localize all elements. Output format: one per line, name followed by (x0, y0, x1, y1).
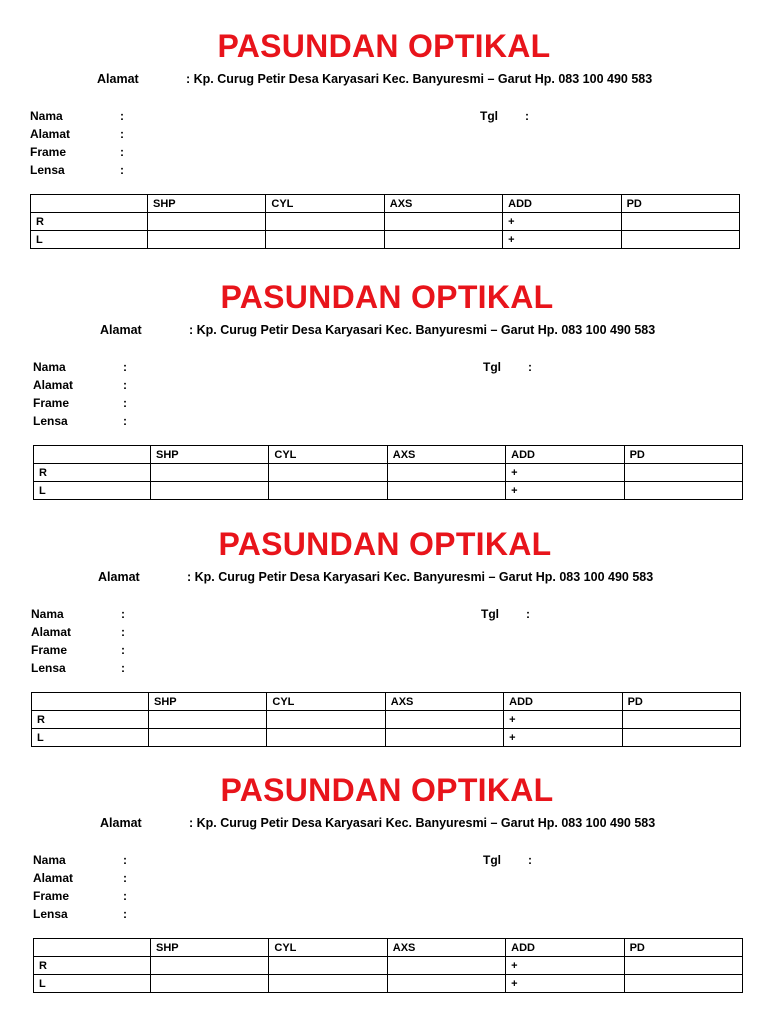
address-label: Alamat (100, 323, 142, 337)
field-label: Alamat (33, 378, 74, 392)
add-cell[interactable]: + (503, 231, 621, 249)
form-title: PASUNDAN OPTIKAL (218, 526, 552, 562)
field-label: Frame (30, 145, 67, 159)
header-cell-axs: AXS (385, 693, 503, 711)
eye-label-cell: R (34, 464, 151, 482)
cyl-cell[interactable] (269, 975, 387, 993)
add-cell[interactable]: + (504, 729, 622, 747)
field-colon: : (121, 625, 125, 639)
form-title: PASUNDAN OPTIKAL (220, 772, 554, 808)
address-label: Alamat (98, 570, 140, 584)
date-colon: : (528, 360, 532, 374)
pd-cell[interactable] (624, 482, 742, 500)
pd-cell[interactable] (624, 957, 742, 975)
date-colon: : (528, 853, 532, 867)
field-colon: : (123, 853, 127, 867)
header-cell-blank (34, 446, 151, 464)
date-label: Tgl (480, 109, 498, 123)
address-value: : Kp. Curug Petir Desa Karyasari Kec. Banyuresmi – Garut Hp. 083 100 490 583 (187, 570, 654, 584)
eye-label-cell: R (31, 213, 148, 231)
pd-cell[interactable] (624, 464, 742, 482)
header-cell-axs: AXS (387, 446, 505, 464)
prescription-row-left (31, 231, 740, 249)
prescription-row-right (34, 957, 743, 975)
field-colon: : (123, 360, 127, 374)
eye-label-cell: L (34, 975, 151, 993)
field-colon: : (120, 127, 124, 141)
cyl-cell[interactable] (269, 464, 387, 482)
prescription-row-left (34, 975, 743, 993)
header-cell-blank (31, 195, 148, 213)
date-colon: : (526, 607, 530, 621)
field-label: Nama (33, 360, 66, 374)
add-cell[interactable]: + (506, 975, 624, 993)
field-label: Nama (31, 607, 64, 621)
order-form-card (0, 251, 768, 501)
shp-cell[interactable] (151, 975, 269, 993)
field-label: Alamat (33, 871, 74, 885)
shp-cell[interactable] (151, 957, 269, 975)
axs-cell[interactable] (387, 975, 505, 993)
field-colon: : (123, 907, 127, 921)
field-label: Nama (30, 109, 63, 123)
address-value: : Kp. Curug Petir Desa Karyasari Kec. Banyuresmi – Garut Hp. 083 100 490 583 (189, 816, 656, 830)
field-colon: : (120, 145, 124, 159)
header-cell-blank (34, 939, 151, 957)
field-tgl[interactable] (483, 853, 532, 867)
field-label: Lensa (31, 661, 66, 675)
header-cell-cyl: CYL (266, 195, 384, 213)
add-cell[interactable]: + (506, 957, 624, 975)
header-cell-shp: SHP (149, 693, 267, 711)
add-cell[interactable]: + (506, 482, 624, 500)
date-label: Tgl (481, 607, 499, 621)
prescription-row-right (31, 213, 740, 231)
shp-cell[interactable] (148, 231, 266, 249)
field-colon: : (121, 643, 125, 657)
prescription-row-right (34, 464, 743, 482)
cyl-cell[interactable] (266, 213, 384, 231)
header-cell-add: ADD (506, 939, 624, 957)
order-form-card (0, 498, 768, 748)
field-colon: : (123, 396, 127, 410)
pd-cell[interactable] (624, 975, 742, 993)
form-title: PASUNDAN OPTIKAL (220, 279, 554, 315)
header-cell-cyl: CYL (267, 693, 385, 711)
axs-cell[interactable] (387, 957, 505, 975)
field-colon: : (123, 871, 127, 885)
date-label: Tgl (483, 360, 501, 374)
header-cell-add: ADD (506, 446, 624, 464)
header-cell-add: ADD (503, 195, 621, 213)
header-cell-axs: AXS (384, 195, 502, 213)
header-cell-pd: PD (624, 939, 742, 957)
cyl-cell[interactable] (266, 231, 384, 249)
pd-cell[interactable] (622, 711, 740, 729)
axs-cell[interactable] (384, 213, 502, 231)
header-cell-cyl: CYL (269, 939, 387, 957)
field-label: Lensa (30, 163, 65, 177)
order-form-card (0, 744, 768, 994)
header-cell-add: ADD (504, 693, 622, 711)
date-colon: : (525, 109, 529, 123)
field-colon: : (121, 607, 125, 621)
header-cell-pd: PD (622, 693, 740, 711)
add-cell[interactable]: + (503, 213, 621, 231)
field-label: Lensa (33, 907, 68, 921)
field-colon: : (120, 109, 124, 123)
header-cell-pd: PD (624, 446, 742, 464)
header-cell-shp: SHP (151, 939, 269, 957)
address-label: Alamat (100, 816, 142, 830)
field-label: Alamat (31, 625, 72, 639)
field-tgl[interactable] (480, 109, 529, 123)
axs-cell[interactable] (387, 464, 505, 482)
address-value: : Kp. Curug Petir Desa Karyasari Kec. Banyuresmi – Garut Hp. 083 100 490 583 (186, 72, 653, 86)
cyl-cell[interactable] (267, 711, 385, 729)
eye-label-cell: L (34, 482, 151, 500)
eye-label-cell: L (32, 729, 149, 747)
shp-cell[interactable] (151, 464, 269, 482)
field-colon: : (123, 889, 127, 903)
prescription-row-right (32, 711, 741, 729)
field-tgl[interactable] (481, 607, 530, 621)
field-label: Frame (33, 889, 70, 903)
add-cell[interactable]: + (504, 711, 622, 729)
prescription-table (33, 445, 743, 500)
date-label: Tgl (483, 853, 501, 867)
field-colon: : (123, 414, 127, 428)
address-value: : Kp. Curug Petir Desa Karyasari Kec. Banyuresmi – Garut Hp. 083 100 490 583 (189, 323, 656, 337)
header-cell-axs: AXS (387, 939, 505, 957)
add-cell[interactable]: + (506, 464, 624, 482)
axs-cell[interactable] (387, 482, 505, 500)
field-colon: : (123, 378, 127, 392)
header-cell-shp: SHP (151, 446, 269, 464)
header-cell-shp: SHP (148, 195, 266, 213)
header-cell-pd: PD (621, 195, 739, 213)
eye-label-cell: L (31, 231, 148, 249)
shp-cell[interactable] (151, 482, 269, 500)
axs-cell[interactable] (384, 231, 502, 249)
form-title: PASUNDAN OPTIKAL (217, 28, 551, 64)
field-colon: : (121, 661, 125, 675)
order-form-card (0, 0, 768, 250)
cyl-cell[interactable] (269, 957, 387, 975)
header-cell-cyl: CYL (269, 446, 387, 464)
pd-cell[interactable] (621, 213, 739, 231)
prescription-header-row (31, 195, 740, 213)
address-label: Alamat (97, 72, 139, 86)
field-tgl[interactable] (483, 360, 532, 374)
prescription-table (33, 938, 743, 993)
pd-cell[interactable] (621, 231, 739, 249)
field-label: Alamat (30, 127, 71, 141)
prescription-header-row (34, 939, 743, 957)
axs-cell[interactable] (385, 711, 503, 729)
prescription-table (31, 692, 741, 747)
prescription-table (30, 194, 740, 249)
field-label: Lensa (33, 414, 68, 428)
shp-cell[interactable] (148, 213, 266, 231)
field-colon: : (120, 163, 124, 177)
prescription-header-row (34, 446, 743, 464)
field-label: Nama (33, 853, 66, 867)
eye-label-cell: R (34, 957, 151, 975)
header-cell-blank (32, 693, 149, 711)
field-label: Frame (31, 643, 68, 657)
prescription-header-row (32, 693, 741, 711)
eye-label-cell: R (32, 711, 149, 729)
field-label: Frame (33, 396, 70, 410)
prescription-row-left (34, 482, 743, 500)
shp-cell[interactable] (149, 711, 267, 729)
cyl-cell[interactable] (269, 482, 387, 500)
